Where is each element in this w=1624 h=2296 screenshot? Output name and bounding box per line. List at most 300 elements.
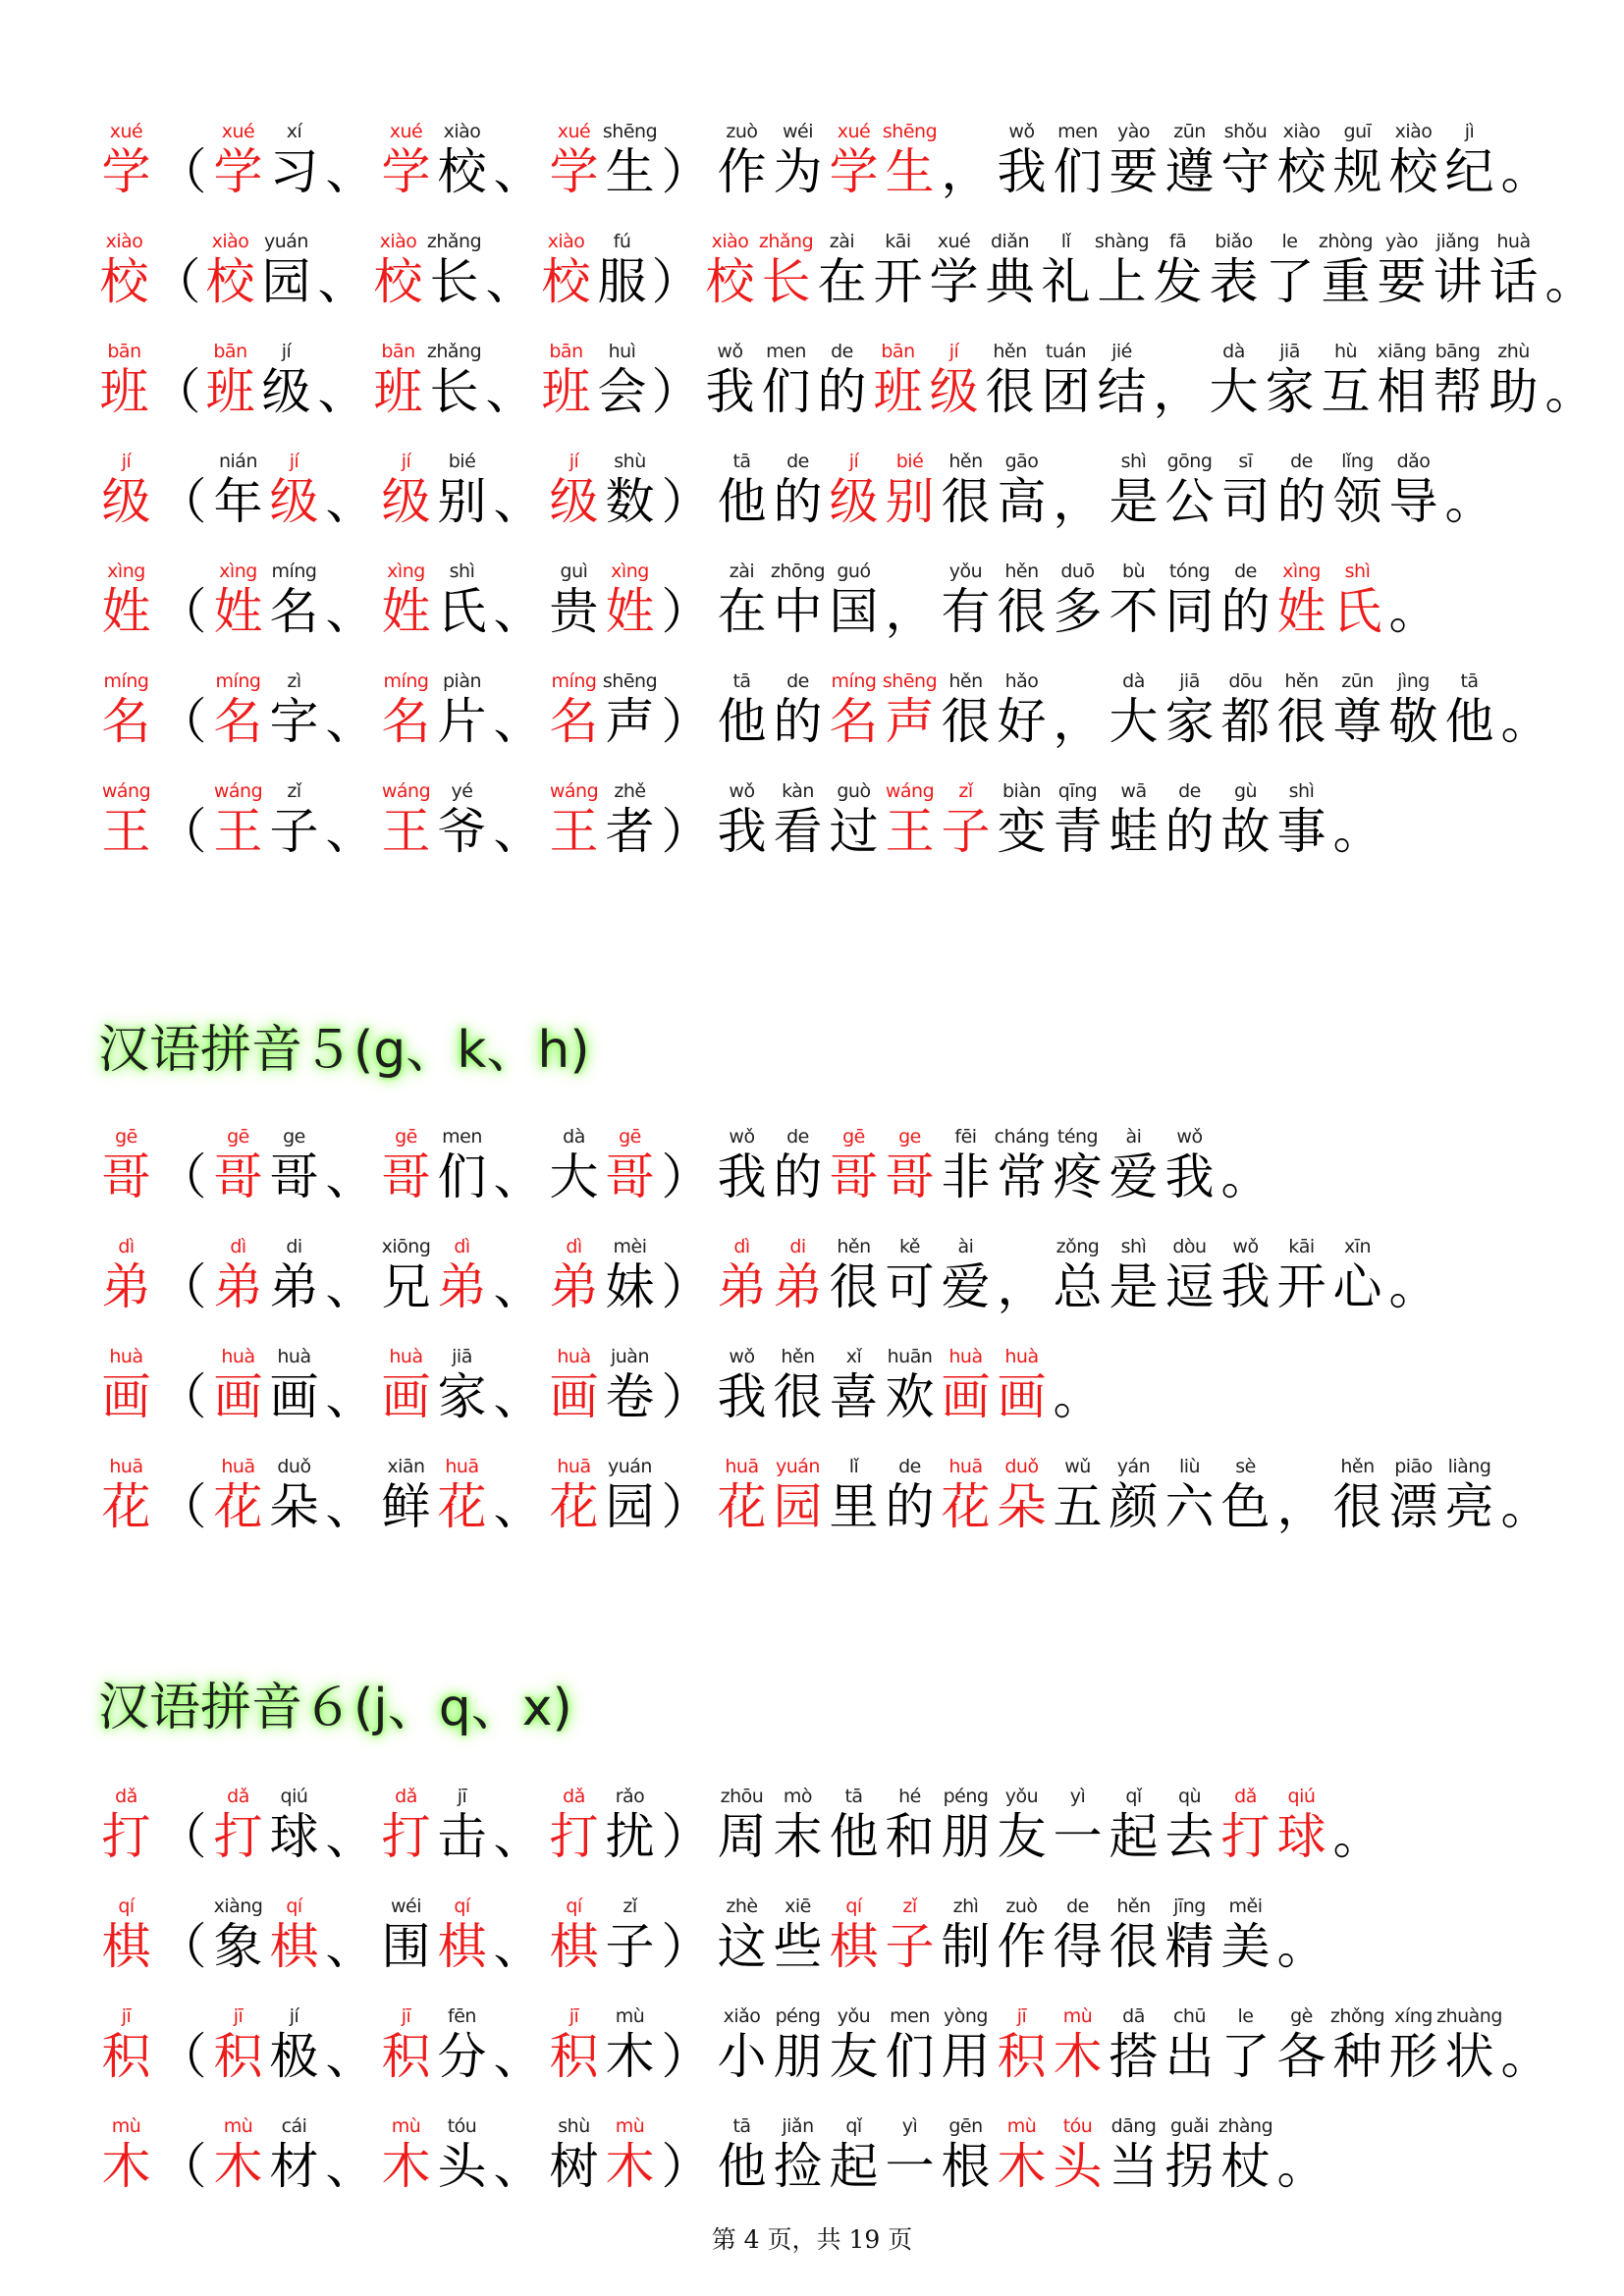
punctuation: 、 bbox=[493, 1808, 543, 1865]
punctuation: 、 bbox=[325, 143, 375, 200]
word-char: 木 mù bbox=[381, 2115, 431, 2195]
sentence-char: 去 qù bbox=[1164, 1786, 1215, 1865]
sentence-char: 好 hǎo bbox=[997, 670, 1047, 750]
sentence-char: 他 tā bbox=[1444, 670, 1494, 750]
sentence-char: 球 qiú bbox=[1276, 1786, 1326, 1865]
pinyin-label: kāi bbox=[1288, 1236, 1315, 1257]
pinyin-label: lǐng bbox=[1341, 451, 1374, 472]
pinyin-label: men bbox=[442, 1126, 482, 1148]
example-sentence bbox=[702, 340, 1597, 420]
word-char: 王 wáng bbox=[213, 780, 263, 860]
pinyin-label: wǒ bbox=[729, 1126, 755, 1148]
sentence-char: 同 tóng bbox=[1164, 561, 1215, 640]
pinyin-label: qù bbox=[1177, 1786, 1202, 1807]
punctuation: ） bbox=[661, 583, 711, 640]
head-char: 打 dǎ bbox=[101, 1786, 151, 1865]
punctuation: ， bbox=[1053, 473, 1103, 530]
sentence-char: 很 hěn bbox=[1109, 1896, 1159, 1975]
pinyin-label: wáng bbox=[381, 780, 431, 802]
sentence-char: 捡 jiǎn bbox=[773, 2115, 823, 2195]
punctuation: ） bbox=[661, 1478, 711, 1535]
punctuation: （ bbox=[157, 803, 207, 860]
pinyin-label: hěn bbox=[948, 451, 983, 472]
sentence-char: 有 yǒu bbox=[941, 561, 991, 640]
example-sentence bbox=[714, 450, 1497, 530]
pinyin-label: hěn bbox=[1284, 670, 1319, 692]
word-char: 年 nián bbox=[213, 451, 263, 530]
pinyin-label: xué bbox=[221, 121, 255, 142]
punctuation: （ bbox=[151, 363, 201, 420]
pinyin-label: dǎ bbox=[395, 1786, 417, 1807]
pinyin-label: huā bbox=[221, 1456, 255, 1477]
pinyin-label: qí bbox=[286, 1896, 302, 1917]
punctuation: 、 bbox=[325, 2028, 375, 2085]
sentence-char: 杖 zhàng bbox=[1218, 2115, 1273, 2195]
pinyin-label: wáng bbox=[549, 780, 599, 802]
pinyin-label: yì bbox=[1069, 1786, 1086, 1807]
sentence-char: 用 yòng bbox=[941, 2005, 991, 2085]
punctuation: 、 bbox=[325, 473, 375, 530]
example-sentence bbox=[714, 779, 1385, 860]
pinyin-label: tóng bbox=[1168, 561, 1211, 582]
page-footer: 第 4 页，共 19 页 bbox=[711, 2225, 913, 2254]
pinyin-label: xiàng bbox=[213, 1896, 263, 1917]
pinyin-label: dì bbox=[566, 1236, 582, 1257]
sentence-char: 在 zài bbox=[717, 561, 767, 640]
pinyin-label: dà bbox=[1222, 341, 1245, 362]
pinyin-label: gē bbox=[115, 1126, 137, 1148]
pinyin-label: lǐ bbox=[1060, 231, 1071, 252]
pinyin-label: qí bbox=[118, 1896, 135, 1917]
word-char: 爷 yé bbox=[437, 780, 487, 860]
sentence-char: 级 jí bbox=[829, 451, 879, 530]
word-char: 级 jí bbox=[381, 451, 431, 530]
pinyin-label: mù bbox=[615, 2005, 645, 2027]
pinyin-label: péng bbox=[775, 2005, 821, 2027]
pinyin-label: yǒu bbox=[948, 561, 983, 582]
sentence-char: 助 zhù bbox=[1489, 341, 1539, 420]
sentence-char: 很 hěn bbox=[941, 670, 991, 750]
word-char: 花 huā bbox=[549, 1456, 599, 1535]
sentence-char: 起 qǐ bbox=[1109, 1786, 1159, 1865]
pinyin-label: xiān bbox=[387, 1456, 425, 1477]
sentence-char: 家 jiā bbox=[1164, 670, 1215, 750]
sentence-char: 相 xiāng bbox=[1377, 341, 1427, 420]
sentence-char: 他 tā bbox=[717, 2115, 767, 2195]
punctuation: （ bbox=[157, 2028, 207, 2085]
vocab-row bbox=[98, 2093, 1585, 2195]
punctuation: 。 bbox=[1444, 473, 1494, 530]
sentence-char: 逗 dòu bbox=[1164, 1236, 1215, 1315]
sentence-char: 典 diǎn bbox=[985, 231, 1035, 310]
pinyin-label: wǒ bbox=[717, 341, 743, 362]
pinyin-label: zhōu bbox=[720, 1786, 764, 1807]
pinyin-label: dì bbox=[454, 1236, 470, 1257]
sentence-char: 纪 jì bbox=[1444, 121, 1494, 200]
pinyin-label: bié bbox=[448, 451, 476, 472]
punctuation: （ bbox=[157, 1478, 207, 1535]
pinyin-label: wǒ bbox=[1008, 121, 1035, 142]
pinyin-label: míng bbox=[103, 670, 149, 692]
sentence-char: 发 fā bbox=[1153, 231, 1203, 310]
sentence-char: 五 wǔ bbox=[1053, 1456, 1103, 1535]
punctuation: ） bbox=[661, 1808, 711, 1865]
sentence-char: 的 de bbox=[885, 1456, 935, 1535]
pinyin-label: jiǎng bbox=[1435, 231, 1480, 252]
pinyin-label: guǎi bbox=[1169, 2115, 1210, 2137]
sentence-char: 积 jī bbox=[997, 2005, 1047, 2085]
sentence-char: 我 wǒ bbox=[717, 780, 767, 860]
word-group bbox=[210, 450, 658, 530]
pinyin-label: jiǎn bbox=[782, 2115, 814, 2137]
pinyin-label: juàn bbox=[610, 1346, 649, 1367]
sentence-char: 色 sè bbox=[1220, 1456, 1271, 1535]
pinyin-label: men bbox=[1057, 121, 1098, 142]
sentence-char: 和 hé bbox=[885, 1786, 935, 1865]
pinyin-label: huā bbox=[557, 1456, 591, 1477]
punctuation: ， bbox=[997, 1258, 1047, 1315]
word-char: 木 mù bbox=[213, 2115, 263, 2195]
sentence-char: 各 gè bbox=[1276, 2005, 1326, 2085]
sentence-char: 了 le bbox=[1220, 2005, 1271, 2085]
pinyin-label: huā bbox=[725, 1456, 759, 1477]
pinyin-label: dǎo bbox=[1396, 451, 1431, 472]
pinyin-label: liù bbox=[1178, 1456, 1201, 1477]
word-char: 木 mù bbox=[605, 2005, 655, 2085]
pinyin-label: shǒu bbox=[1223, 121, 1268, 142]
sentence-char: 我 wǒ bbox=[997, 121, 1047, 200]
sentence-char: 根 gēn bbox=[941, 2115, 991, 2195]
pinyin-label: jí bbox=[289, 451, 299, 472]
pinyin-label: zhǎng bbox=[426, 231, 482, 252]
example-sentence bbox=[714, 1125, 1273, 1205]
sentence-char: 哥 ge bbox=[885, 1126, 935, 1205]
pinyin-label: dì bbox=[230, 1236, 246, 1257]
sentence-char: 要 yào bbox=[1109, 121, 1159, 200]
pinyin-label: qǐ bbox=[1125, 1786, 1142, 1807]
sentence-char: 他 tā bbox=[717, 670, 767, 750]
pinyin-label: tā bbox=[844, 1786, 863, 1807]
pinyin-label: piàn bbox=[442, 670, 482, 692]
sentence-char: 画 huà bbox=[941, 1346, 991, 1425]
pinyin-label: jié bbox=[1111, 341, 1132, 362]
pinyin-label: chū bbox=[1172, 2005, 1207, 2027]
pinyin-label: ài bbox=[1125, 1126, 1142, 1148]
head-char: 棋 qí bbox=[101, 1896, 151, 1975]
word-char: 画 huà bbox=[213, 1346, 263, 1425]
sentence-char: 六 liù bbox=[1164, 1456, 1215, 1535]
vocab-row bbox=[98, 98, 1585, 200]
punctuation: 。 bbox=[1544, 253, 1595, 310]
pinyin-label: zhě bbox=[614, 780, 646, 802]
pinyin-label: tuán bbox=[1045, 341, 1087, 362]
pinyin-label: mù bbox=[1062, 2005, 1093, 2027]
pinyin-label: ge bbox=[898, 1126, 921, 1148]
word-char: 贵 guì bbox=[549, 561, 599, 640]
vocab-row bbox=[98, 1323, 1585, 1425]
pinyin-label: sè bbox=[1235, 1456, 1256, 1477]
sentence-char: 讲 jiǎng bbox=[1433, 231, 1483, 310]
pinyin-label: gù bbox=[1233, 780, 1258, 802]
punctuation: （ bbox=[157, 693, 207, 750]
pinyin-label: dǎ bbox=[563, 1786, 585, 1807]
pinyin-label: guì bbox=[560, 561, 588, 582]
punctuation: （ bbox=[151, 253, 201, 310]
sentence-char: 朵 duǒ bbox=[997, 1456, 1047, 1535]
punctuation: （ bbox=[157, 1258, 207, 1315]
pinyin-label: piāo bbox=[1394, 1456, 1433, 1477]
pinyin-label: xiǎo bbox=[723, 2005, 761, 2027]
pinyin-label: xǐ bbox=[845, 1346, 862, 1367]
sentence-char: 我 wǒ bbox=[1220, 1236, 1271, 1315]
vocab-row bbox=[98, 538, 1585, 640]
word-char: 班 bān bbox=[205, 341, 255, 420]
sentence-char: 的 de bbox=[773, 1126, 823, 1205]
pinyin-label: jīng bbox=[1173, 1896, 1206, 1917]
pinyin-label: shēng bbox=[882, 670, 938, 692]
word-char: 哥 ge bbox=[269, 1126, 319, 1205]
pinyin-label: hěn bbox=[1116, 1896, 1151, 1917]
pinyin-label: di bbox=[789, 1236, 806, 1257]
pinyin-label: wǒ bbox=[729, 780, 755, 802]
pinyin-label: yé bbox=[451, 780, 473, 802]
pinyin-label: de bbox=[786, 670, 809, 692]
pinyin-label: fēn bbox=[448, 2005, 476, 2027]
sentence-char: 校 xiào bbox=[1388, 121, 1438, 200]
sentence-char: 头 tóu bbox=[1053, 2115, 1103, 2195]
sentence-char: 国 guó bbox=[829, 561, 879, 640]
pinyin-label: le bbox=[1281, 231, 1298, 252]
sentence-char: 漂 piāo bbox=[1388, 1456, 1438, 1535]
pinyin-label: qīng bbox=[1057, 780, 1098, 802]
sentence-char: 精 jīng bbox=[1164, 1896, 1215, 1975]
head-char: 王 wáng bbox=[101, 780, 151, 860]
pinyin-label: zhōng bbox=[770, 561, 826, 582]
word-group bbox=[210, 1785, 658, 1865]
head-char: 学 xué bbox=[101, 121, 151, 200]
sentence-char: 话 huà bbox=[1489, 231, 1539, 310]
pinyin-label: jí bbox=[281, 341, 292, 362]
sentence-char: 在 zài bbox=[817, 231, 867, 310]
word-char: 班 bān bbox=[541, 341, 591, 420]
pinyin-label: yào bbox=[1384, 231, 1418, 252]
word-group bbox=[210, 669, 658, 750]
pinyin-label: yuán bbox=[264, 231, 308, 252]
word-char: 树 shù bbox=[549, 2115, 599, 2195]
word-char: 象 xiàng bbox=[213, 1896, 263, 1975]
punctuation: 、 bbox=[493, 473, 543, 530]
word-char: 字 zì bbox=[269, 670, 319, 750]
pinyin-label: xīn bbox=[1343, 1236, 1372, 1257]
pinyin-label: xiào bbox=[105, 231, 143, 252]
punctuation: （ bbox=[157, 583, 207, 640]
pinyin-label: sī bbox=[1238, 451, 1253, 472]
sentence-char: 重 zhòng bbox=[1318, 231, 1374, 310]
pinyin-label: duō bbox=[1060, 561, 1095, 582]
pinyin-label: zhòng bbox=[1318, 231, 1374, 252]
pinyin-label: yán bbox=[1116, 1456, 1151, 1477]
sentence-char: 学 xué bbox=[829, 121, 879, 200]
pinyin-label: kāi bbox=[885, 231, 911, 252]
pinyin-label: gēn bbox=[948, 2115, 983, 2137]
pinyin-label: de bbox=[898, 1456, 921, 1477]
pinyin-label: ge bbox=[283, 1126, 305, 1148]
word-char: 级 jí bbox=[549, 451, 599, 530]
punctuation: ， bbox=[941, 143, 991, 200]
sentence-char: 故 gù bbox=[1220, 780, 1271, 860]
pinyin-label: gē bbox=[619, 1126, 641, 1148]
pinyin-label: de bbox=[1234, 561, 1257, 582]
pinyin-label: xìng bbox=[611, 561, 649, 582]
punctuation: 、 bbox=[325, 2138, 375, 2195]
pinyin-label: gōng bbox=[1166, 451, 1213, 472]
sentence-char: 弟 di bbox=[773, 1236, 823, 1315]
vocab-row bbox=[98, 1763, 1585, 1865]
word-char: 球 qiú bbox=[269, 1786, 319, 1865]
pinyin-label: biǎo bbox=[1215, 231, 1253, 252]
sentence-char: 木 mù bbox=[997, 2115, 1047, 2195]
punctuation: 。 bbox=[1220, 1148, 1271, 1205]
word-char: 校 xiào bbox=[373, 231, 423, 310]
pinyin-label: míng bbox=[383, 670, 429, 692]
sentence-char: 多 duō bbox=[1053, 561, 1103, 640]
punctuation: 、 bbox=[325, 1918, 375, 1975]
word-char: 围 wéi bbox=[381, 1896, 431, 1975]
sentence-char: 开 kāi bbox=[873, 231, 923, 310]
word-char: 习 xí bbox=[269, 121, 319, 200]
punctuation: ） bbox=[661, 1368, 711, 1425]
head-char: 班 bān bbox=[99, 341, 149, 420]
punctuation: （ bbox=[157, 143, 207, 200]
pinyin-label: qí bbox=[566, 1896, 582, 1917]
pinyin-label: guò bbox=[837, 780, 871, 802]
pinyin-label: gāo bbox=[1004, 451, 1039, 472]
sentence-char: 表 biǎo bbox=[1209, 231, 1259, 310]
word-char: 打 dǎ bbox=[549, 1786, 599, 1865]
sentence-char: 变 biàn bbox=[997, 780, 1047, 860]
pinyin-label: rǎo bbox=[615, 1786, 645, 1807]
head-char: 花 huā bbox=[101, 1456, 151, 1535]
sentence-char: 制 zhì bbox=[941, 1896, 991, 1975]
sentence-char: 出 chū bbox=[1164, 2005, 1215, 2085]
pinyin-label: zài bbox=[829, 231, 855, 252]
punctuation: ） bbox=[661, 473, 711, 530]
word-char: 子 zǐ bbox=[605, 1896, 655, 1975]
pinyin-label: qǐ bbox=[845, 2115, 862, 2137]
pinyin-label: jí bbox=[568, 451, 579, 472]
pinyin-label: xiào bbox=[1394, 121, 1433, 142]
pinyin-label: jī bbox=[568, 2005, 579, 2027]
sentence-char: 大 dà bbox=[1209, 341, 1259, 420]
pinyin-label: wǒ bbox=[1176, 1126, 1203, 1148]
pinyin-label: zǐ bbox=[902, 1896, 917, 1917]
example-sentence bbox=[714, 120, 1553, 200]
pinyin-label: míng bbox=[271, 561, 317, 582]
pinyin-label: huà bbox=[1004, 1346, 1039, 1367]
word-group bbox=[202, 230, 650, 310]
sentence-char: 可 kě bbox=[885, 1236, 935, 1315]
section-heading: 汉语拼音５(g、k、h) bbox=[98, 1021, 590, 1080]
sentence-char: 我 wǒ bbox=[1164, 1126, 1215, 1205]
pinyin-label: xí bbox=[286, 121, 302, 142]
example-sentence bbox=[714, 1235, 1441, 1315]
pinyin-label: duǒ bbox=[277, 1456, 311, 1477]
head-char: 木 mù bbox=[101, 2115, 151, 2195]
word-char: 弟 dì bbox=[437, 1236, 487, 1315]
pinyin-label: shì bbox=[1120, 451, 1147, 472]
pinyin-label: men bbox=[766, 341, 806, 362]
vocab-row bbox=[98, 1873, 1585, 1975]
sentence-char: 学 xué bbox=[929, 231, 979, 310]
pinyin-label: xiē bbox=[785, 1896, 811, 1917]
word-char: 子 zǐ bbox=[269, 780, 319, 860]
sentence-char: 友 yǒu bbox=[997, 1786, 1047, 1865]
pinyin-label: jī bbox=[121, 2005, 132, 2027]
sentence-char: 的 de bbox=[1276, 451, 1326, 530]
word-char: 校 xiào bbox=[541, 231, 591, 310]
pinyin-label: shù bbox=[558, 2115, 590, 2137]
sentence-char: 礼 lǐ bbox=[1041, 231, 1091, 310]
sentence-char: 一 yì bbox=[1053, 1786, 1103, 1865]
sentence-char: 的 de bbox=[817, 341, 867, 420]
pinyin-label: míng bbox=[831, 670, 877, 692]
punctuation: 。 bbox=[1500, 2028, 1550, 2085]
word-char: 学 xué bbox=[381, 121, 431, 200]
example-sentence bbox=[714, 669, 1553, 750]
sentence-char: 拐 guǎi bbox=[1164, 2115, 1215, 2195]
sentence-char: 尊 zūn bbox=[1332, 670, 1382, 750]
word-char: 名 míng bbox=[269, 561, 319, 640]
word-char: 长 zhǎng bbox=[426, 231, 482, 310]
pinyin-label: xué bbox=[837, 121, 871, 142]
pinyin-label: yòng bbox=[944, 2005, 988, 2027]
word-char: 积 jī bbox=[213, 2005, 263, 2085]
pinyin-label: wǒ bbox=[1232, 1236, 1259, 1257]
punctuation: 。 bbox=[1388, 1258, 1438, 1315]
punctuation: 、 bbox=[325, 693, 375, 750]
sentence-char: 搭 dā bbox=[1109, 2005, 1159, 2085]
sentence-char: 的 de bbox=[1164, 780, 1215, 860]
punctuation: （ bbox=[157, 1808, 207, 1865]
pinyin-label: dōu bbox=[1228, 670, 1263, 692]
pinyin-label: wáng bbox=[101, 780, 151, 802]
pinyin-label: hé bbox=[898, 1786, 921, 1807]
pinyin-label: yǒu bbox=[837, 2005, 871, 2027]
pinyin-label: nián bbox=[218, 451, 257, 472]
pinyin-label: jí bbox=[948, 341, 959, 362]
punctuation: 、 bbox=[493, 2028, 543, 2085]
punctuation: 。 bbox=[1500, 143, 1550, 200]
pinyin-label: zhǒng bbox=[1329, 2005, 1385, 2027]
pinyin-label: guó bbox=[837, 561, 871, 582]
sentence-char: 一 yì bbox=[885, 2115, 935, 2195]
punctuation: 、 bbox=[493, 1258, 543, 1315]
sentence-char: 很 hěn bbox=[829, 1236, 879, 1315]
pinyin-label: fēi bbox=[954, 1126, 977, 1148]
example-sentence bbox=[714, 1345, 1106, 1425]
punctuation: 、 bbox=[493, 1478, 543, 1535]
pinyin-label: kě bbox=[898, 1236, 920, 1257]
pinyin-label: le bbox=[1237, 2005, 1254, 2027]
pinyin-label: dà bbox=[563, 1126, 585, 1148]
pinyin-label: míng bbox=[551, 670, 597, 692]
pinyin-label: xiāng bbox=[1377, 341, 1427, 362]
punctuation: 。 bbox=[1276, 1918, 1326, 1975]
word-char: 会 huì bbox=[597, 341, 647, 420]
punctuation: ） bbox=[661, 2138, 711, 2195]
pinyin-label: wéi bbox=[390, 1896, 421, 1917]
punctuation: 、 bbox=[493, 1368, 543, 1425]
